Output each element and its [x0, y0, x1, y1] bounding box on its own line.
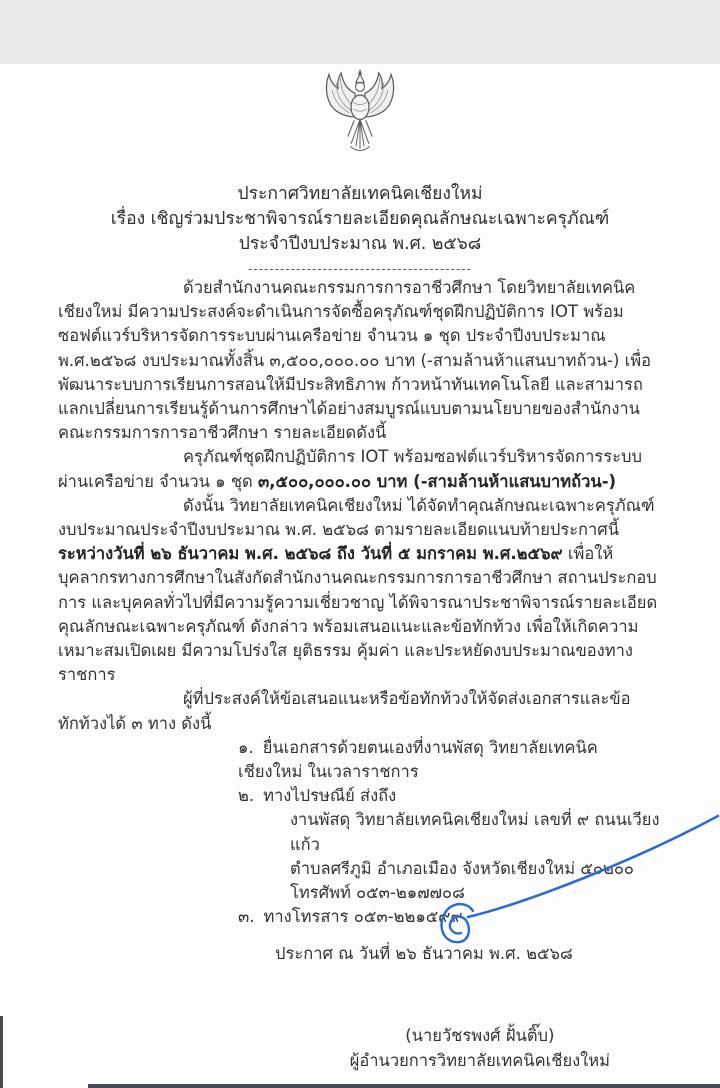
channel-3-number: ๓. — [238, 907, 255, 927]
paragraph-hearing — [58, 494, 662, 688]
channel-item-1 — [238, 736, 662, 784]
title-line-3: ประจำปีงบประมาณ พ.ศ. ๒๕๖๘ — [238, 234, 482, 254]
channel-1-text: ยื่นเอกสารด้วยตนเองที่งานพัสดุ วิทยาลัยเทคนิคเชียงใหม่ ในเวลาราชการ — [238, 737, 598, 782]
announcement-title — [58, 182, 662, 257]
channel-item-2 — [238, 784, 662, 808]
signer-position: ผู้อำนวยการวิทยาลัยเทคนิคเชียงใหม่ — [349, 1050, 610, 1070]
channels-intro-text: ผู้ที่ประสงค์ให้ข้อเสนอแนะหรือข้อทักท้วงให้จัดส่งเอกสารและข้อทักท้วงได้ ๓ ทาง ดังนี้ — [58, 689, 631, 733]
channel-3-text: ทางโทรสาร ๐๕๓-๒๒๑๕๙๙ — [263, 907, 463, 927]
paragraph-intro-text: ด้วยสำนักงานคณะกรรมการการอาชีวศึกษา โดยวิทยาลัยเทคนิคเชียงใหม่ มีความประสงค์จะดำเนินการจัดซื้อครุภัณฑ์ชุดฝึกปฏิบัติการ IOT พร้อมซอฟต์แวร์บริหารจัดการระบบผ่านเครือข่าย จำนวน ๑ ชุด ประจำปีงบประมาณ พ.ศ.๒๕๖๘ งบประมาณทั้งสิ้น ๓,๕๐๐,๐๐๐.๐๐ บาท (-สามล้านห้าแสนบาทถ้วน-) เพื่อพัฒนาระบบการเรียนการสอนให้มีประสิทธิภาพ ก้าวหน้าทันเทคโนโลยี และสามารถแลกเปลี่ยนการเรียนรู้ด้านการศึกษาได้อย่างสมบูรณ์แบบตามนโยบายของสำนักงานคณะกรรมการการอาชีวศึกษา รายละเอียดดังนี้ — [58, 278, 652, 443]
title-line-1: ประกาศวิทยาลัยเทคนิคเชียงใหม่ — [237, 184, 483, 204]
hearing-text-1: ดังนั้น วิทยาลัยเทคนิคเชียงใหม่ ได้จัดทำคุณลักษณะเฉพาะครุภัณฑ์ งบประมาณประจำปีงบประมาณ พ.ศ. ๒๕๖๘ ตามรายละเอียดแนบท้ายประกาศนี้ — [58, 495, 655, 540]
item-text: ครุภัณฑ์ชุดฝึกปฏิบัติการ IOT พร้อมซอฟต์แวร์บริหารจัดการระบบผ่านเครือข่าย จำนวน ๑ ชุด — [58, 447, 642, 491]
scan-edge-left — [0, 1016, 3, 1088]
paragraph-item — [58, 445, 662, 493]
address-line-3: โทรศัพท์ ๐๕๓-๒๑๗๗๐๘ — [290, 883, 465, 903]
hearing-text-2: เพื่อให้บุคลากรทางการศึกษาในสังกัดสำนักงานคณะกรรมการการอาชีวศึกษา สถานประกอบการ และบุคคลทั่วไปที่มีความรู้ความเชี่ยวชาญ ได้พิจารณาประชาพิจารณ์รายละเอียด คุณลักษณะเฉพาะครุภัณฑ์ ดังกล่าว พร้อมเสนอแนะและข้อทักท้วง เพื่อให้เกิดความเหมาะสมเปิดเผย มีความโปร่งใส ยุติธรรม คุ้มค่า และประหยัดงบประมาณของทางราชการ — [58, 544, 658, 685]
dashed-divider: ------------------------------------------ — [248, 262, 472, 276]
channel-1-number: ๑. — [238, 737, 254, 757]
signer-name: (นายวัชรพงศ์ ฝั้นติ๊บ) — [405, 1025, 555, 1045]
address-line-2: ตำบลศรีภูมิ อำเภอเมือง จังหวัดเชียงใหม่ ๕๐๒๐๐ — [290, 858, 635, 878]
address-line-1: งานพัสดุ วิทยาลัยเทคนิคเชียงใหม่ เลขที่ ๙ ถนนเวียงแก้ว — [290, 810, 660, 854]
channel-2-number: ๒. — [238, 786, 255, 806]
emblem-container — [58, 64, 662, 174]
title-line-2: เรื่อง เชิญร่วมประชาพิจารณ์รายละเอียดคุณลักษณะเฉพาะครุภัณฑ์ — [110, 209, 610, 229]
channel-2-text: ทางไปรษณีย์ ส่งถึง — [263, 786, 397, 806]
paragraph-intro — [58, 276, 662, 445]
signature-block — [350, 1023, 610, 1073]
scan-edge-bottom — [88, 1084, 720, 1088]
channel-item-3 — [238, 905, 662, 929]
hearing-date-range: ระหว่างวันที่ ๒๖ ธันวาคม พ.ศ. ๒๕๖๘ ถึง วันที่ ๕ มกราคม พ.ศ.๒๕๖๙ — [58, 544, 563, 564]
paragraph-channels-intro — [58, 687, 662, 735]
garuda-emblem-icon — [311, 64, 409, 174]
document-page — [0, 64, 720, 1088]
item-amount: ๓,๕๐๐,๐๐๐.๐๐ บาท (-สามล้านห้าแสนบาทถ้วน-) — [258, 471, 617, 491]
announce-date: ประกาศ ณ วันที่ ๒๖ ธันวาคม พ.ศ. ๒๕๖๘ — [275, 944, 573, 964]
